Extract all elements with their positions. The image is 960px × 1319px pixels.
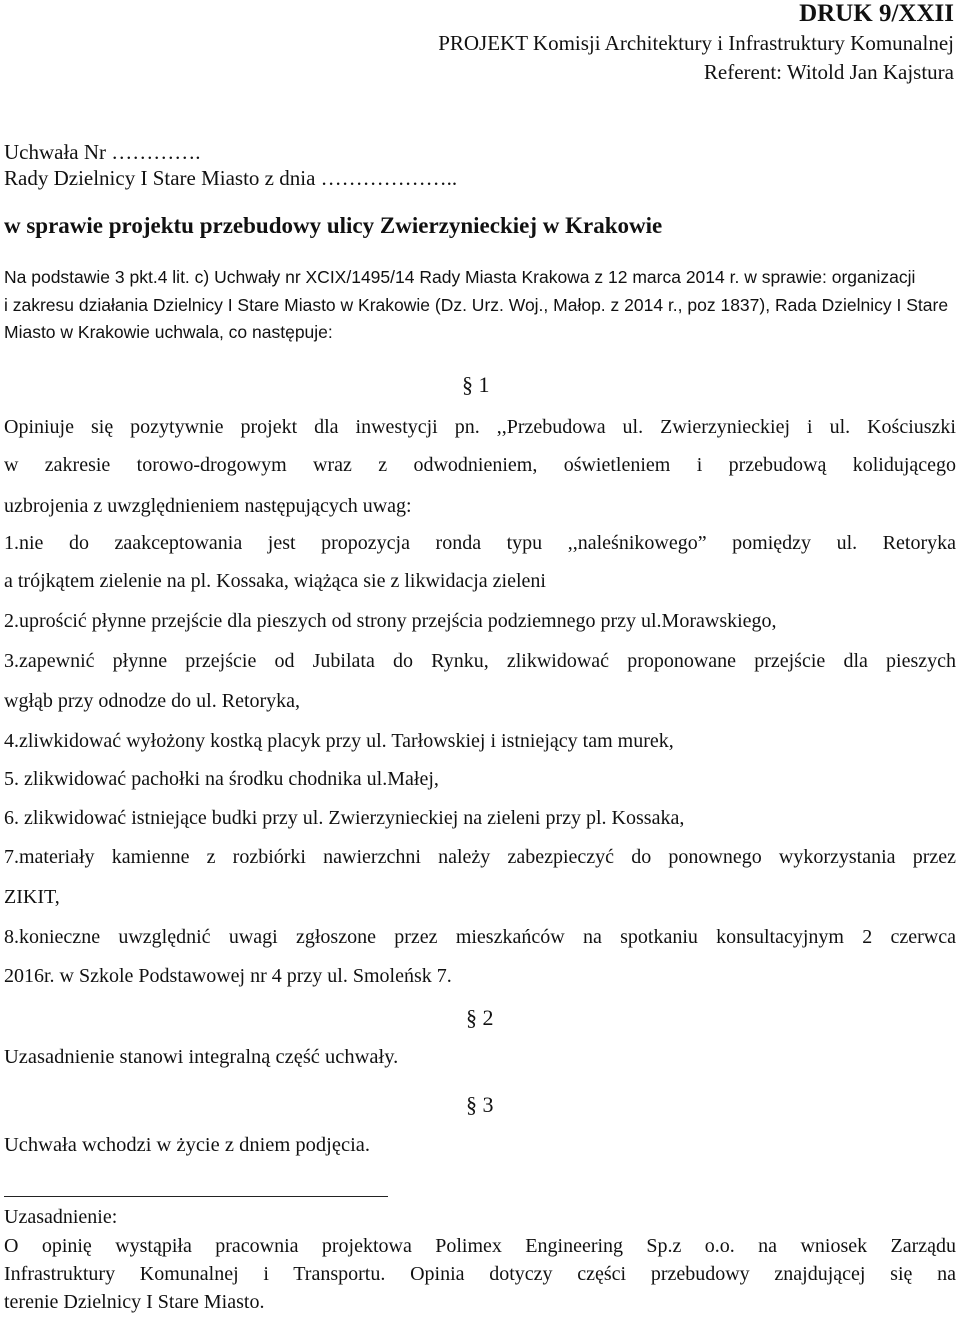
section-3-text: Uchwała wchodzi w życie z dniem podjęcia.: [4, 1134, 370, 1156]
justification-line-3: terenie Dzielnicy I Stare Miasto.: [4, 1291, 265, 1313]
item-8-line-1: 8.konieczne uwzględnić uwagi zgłoszone przez mieszkańców na spotkaniu konsultacyjnym 2 czerwca: [4, 926, 956, 948]
item-5: 5. zlikwidować pachołki na środku chodnika ul.Małej,: [4, 768, 439, 790]
item-7-line-1: 7.materiały kamienne z rozbiórki nawierzchni należy zabezpieczyć do ponownego wykorzystania przez: [4, 846, 956, 868]
section-3-mark: § 3: [466, 1092, 494, 1117]
item-1-line-2: a trójkątem zielenie na pl. Kossaka, wiążąca sie z likwidacja zieleni: [4, 570, 546, 592]
item-2: 2.uprościć płynne przejście dla pieszych od strony przejścia podziemnego przy ul.Morawskiego,: [4, 610, 777, 632]
signature-divider: [4, 1196, 388, 1197]
item-4: 4.zliwkidować wyłożony kostką placyk przy ul. Tarłowskiej i istniejący tam murek,: [4, 730, 674, 752]
council-date: Rady Dzielnicy I Stare Miasto z dnia ………………..: [4, 166, 458, 190]
item-6: 6. zlikwidować istniejące budki przy ul. Zwierzynieckiej na zieleni przy pl. Kossaka,: [4, 807, 685, 829]
justification-line-2: Infrastruktury Komunalnej i Transportu. Opinia dotyczy części przebudowy znajdującej się na: [4, 1263, 956, 1285]
preamble-line-2: i zakresu działania Dzielnicy I Stare Miasto w Krakowie (Dz. Urz. Woj., Małop. z 2014 r., poz 1837), Rada Dzielnicy I Stare: [4, 295, 949, 315]
section-2-mark: § 2: [466, 1005, 494, 1030]
section-1-mark: § 1: [462, 372, 490, 397]
preamble-line-1: [4, 267, 915, 288]
druk-number: DRUK 9/XXII: [799, 0, 954, 27]
para-1-line-3: uzbrojenia z uwzględnieniem następujących uwag:: [4, 495, 412, 517]
project-line: [438, 31, 954, 56]
section-2-text: Uzasadnienie stanowi integralną część uchwały.: [4, 1046, 399, 1068]
referent: Referent: Witold Jan Kajstura: [703, 60, 954, 84]
resolution-subject: w sprawie projektu przebudowy ulicy Zwierzynieckiej w Krakowie: [4, 213, 663, 238]
resolution-number: Uchwała Nr ………….: [4, 140, 201, 164]
para-1-line-2: w zakresie torowo-drogowym wraz z odwodnieniem, oświetleniem i przebudową kolidującego: [4, 454, 956, 476]
justification-heading: Uzasadnienie:: [4, 1206, 118, 1228]
justification-line-1: O opinię wystąpiła pracownia projektowa Polimex Engineering Sp.z o.o. na wniosek Zarządu: [4, 1235, 956, 1257]
project-prefix: PROJEKT: [438, 31, 528, 55]
preamble-line-3: Miasto w Krakowie uchwala, co następuje:: [4, 322, 333, 342]
item-8-line-2: 2016r. w Szkole Podstawowej nr 4 przy ul. Smoleńsk 7.: [4, 965, 452, 987]
item-3-line-1: 3.zapewnić płynne przejście od Jubilata do Rynku, zlikwidować proponowane przejście dla pieszych: [4, 650, 956, 672]
item-3-line-2: wgłąb przy odnodze do ul. Retoryka,: [4, 690, 301, 712]
item-1-line-1: 1.nie do zaakceptowania jest propozycja ronda typu ,,naleśnikowego” pomiędzy ul. Retoryka: [4, 532, 956, 554]
item-7-line-2: ZIKIT,: [4, 886, 60, 908]
project-committee: Komisji Architektury i Infrastruktury Komunalnej: [527, 31, 954, 55]
para-1-line-1: Opiniuje się pozytywnie projekt dla inwestycji pn. ,,Przebudowa ul. Zwierzynieckiej i ul. Kościuszki: [4, 416, 956, 438]
preamble-line-1-text: Na podstawie 3 pkt.4 lit. c) Uchwały nr XCIX/1495/14 Rady Miasta Krakowa z 12 marca 2014 r. w sprawie: organizacji: [4, 267, 916, 287]
